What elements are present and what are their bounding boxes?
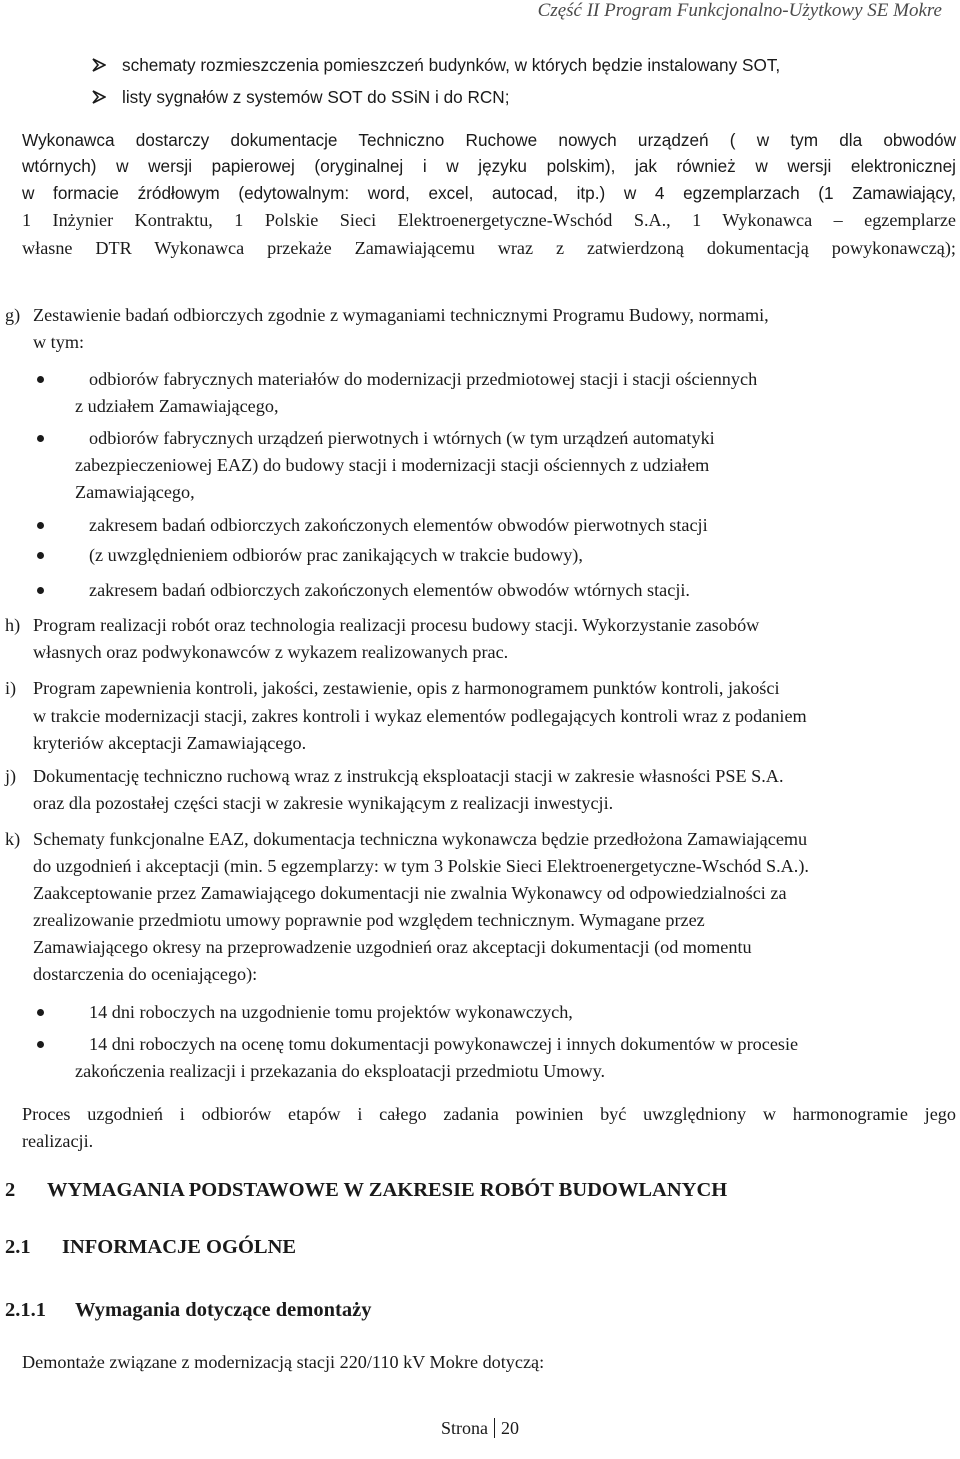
page-header-title: Część II Program Funkcjonalno-Użytkowy SE Mokre <box>537 0 942 21</box>
list-marker: j) <box>5 766 17 786</box>
bullet-dot <box>37 1009 44 1016</box>
arrow-list-item: listy sygnałów z systemów SOT do SSiN i do RCN; <box>122 87 510 107</box>
list-item-line: Zaakceptowanie przez Zamawiającego dokumentacji nie zwalnia Wykonawcy od odpowiedzialności za <box>33 883 787 903</box>
bullet-dot <box>37 552 44 559</box>
bullet-dot <box>37 522 44 529</box>
paragraph-line: w formacie źródłowym (edytowalnym: word, excel, autocad, itp.) w 4 egzemplarzach (1 Zamawiający, <box>22 183 956 203</box>
arrow-bullet-icon <box>92 58 106 72</box>
list-marker: k) <box>5 829 21 849</box>
footer-separator <box>494 1418 495 1438</box>
list-item-line: Dokumentację techniczno ruchową wraz z instrukcją eksploatacji stacji w zakresie własności PSE S.A. <box>33 766 784 786</box>
bullet-item-line: Zamawiającego, <box>75 482 195 502</box>
arrow-bullet-icon <box>92 90 106 104</box>
paragraph-line: realizacji. <box>22 1131 94 1151</box>
list-marker: g) <box>5 305 21 325</box>
paragraph-line: Wykonawca dostarczy dokumentacje Techniczno Ruchowe nowych urządzeń ( w tym dla obwodów <box>22 130 956 150</box>
bullet-dot <box>37 1041 44 1048</box>
bullet-item-line: zakończenia realizacji i przekazania do eksploatacji przedmiotu Umowy. <box>75 1061 606 1081</box>
paragraph-line: wtórnych) w wersji papierowej (oryginalnej i w języku polskim), jak również w wersji elektronicznej <box>22 156 956 176</box>
bullet-item-line: 14 dni roboczych na ocenę tomu dokumentacji powykonawczej i innych dokumentów w procesie <box>89 1034 799 1054</box>
footer-label: Strona <box>441 1418 488 1438</box>
page-number: 20 <box>501 1418 519 1438</box>
list-item-line: do uzgodnień i akceptacji (min. 5 egzemplarzy: w tym 3 Polskie Sieci Elektroenergetyczne-Wschód S.A.). <box>33 856 809 876</box>
list-marker: h) <box>5 615 21 635</box>
list-item-line: zrealizowanie przedmiotu umowy poprawnie pod względem technicznym. Wymagane przez <box>33 910 705 930</box>
bullet-item-line: 14 dni roboczych na uzgodnienie tomu projektów wykonawczych, <box>89 1002 573 1022</box>
bullet-item-line: zabezpieczeniowej EAZ) do budowy stacji i modernizacji stacji ościennych z udziałem <box>75 455 710 475</box>
list-item-line: Zestawienie badań odbiorczych zgodnie z wymaganiami technicznymi Programu Budowy, normami, <box>33 305 769 325</box>
bullet-item-line: (z uwzględnieniem odbiorów prac zanikających w trakcie budowy), <box>89 545 583 565</box>
list-item-line: Program zapewnienia kontroli, jakości, zestawienie, opis z harmonogramem punktów kontroli, jakości <box>33 678 780 698</box>
bullet-dot <box>37 435 44 442</box>
subsubsection-number: 2.1.1 <box>5 1299 46 1321</box>
list-item-line: Zamawiającego okresy na przeprowadzenie uzgodnień oraz akceptacji dokumentacji (od momentu <box>33 937 752 957</box>
section-number: 2 <box>5 1179 16 1201</box>
list-item-line: w tym: <box>33 332 85 352</box>
bullet-item-line: zakresem badań odbiorczych zakończonych elementów obwodów wtórnych stacji. <box>89 580 690 600</box>
arrow-list-item: schematy rozmieszczenia pomieszczeń budynków, w których będzie instalowany SOT, <box>122 55 781 75</box>
list-item-line: Program realizacji robót oraz technologia realizacji procesu budowy stacji. Wykorzystanie zasobów <box>33 615 760 635</box>
subsubsection-heading: Wymagania dotyczące demontaży <box>75 1299 372 1321</box>
bullet-item-line: z udziałem Zamawiającego, <box>75 396 279 416</box>
bullet-item-line: odbiorów fabrycznych urządzeń pierwotnych i wtórnych (w tym urządzeń automatyki <box>89 428 715 448</box>
subsection-number: 2.1 <box>5 1236 31 1258</box>
list-item-line: dostarczenia do oceniającego): <box>33 964 258 984</box>
list-marker: i) <box>5 678 17 698</box>
paragraph-line: Demontaże związane z modernizacją stacji 220/110 kV Mokre dotyczą: <box>22 1352 545 1372</box>
paragraph-line: własne DTR Wykonawca przekaże Zamawiającemu wraz z zatwierdzoną dokumentacją powykonawczą); <box>22 238 956 258</box>
list-item-line: własnych oraz podwykonawców z wykazem realizowanych prac. <box>33 642 509 662</box>
paragraph-line: Proces uzgodnień i odbiorów etapów i całego zadania powinien być uwzględniony w harmonogramie jego <box>22 1104 956 1124</box>
subsection-heading: INFORMACJE OGÓLNE <box>62 1236 297 1258</box>
bullet-item-line: zakresem badań odbiorczych zakończonych elementów obwodów pierwotnych stacji <box>89 515 708 535</box>
paragraph-line: 1 Inżynier Kontraktu, 1 Polskie Sieci Elektroenergetyczne-Wschód S.A., 1 Wykonawca – egzemplarze <box>22 210 956 230</box>
list-item-line: oraz dla pozostałej części stacji w zakresie wynikającym z realizacji inwestycji. <box>33 793 614 813</box>
list-item-line: kryteriów akceptacji Zamawiającego. <box>33 733 307 753</box>
list-item-line: w trakcie modernizacji stacji, zakres kontroli i wykaz elementów podlegających kontroli wraz z podaniem <box>33 706 807 726</box>
section-heading: WYMAGANIA PODSTAWOWE W ZAKRESIE ROBÓT BUDOWLANYCH <box>47 1179 728 1201</box>
bullet-dot <box>37 587 44 594</box>
bullet-item-line: odbiorów fabrycznych materiałów do modernizacji przedmiotowej stacji i stacji ościennych <box>89 369 758 389</box>
list-item-line: Schematy funkcjonalne EAZ, dokumentacja techniczna wykonawcza będzie przedłożona Zamawiającemu <box>33 829 808 849</box>
bullet-dot <box>37 376 44 383</box>
page-footer <box>0 1418 960 1439</box>
